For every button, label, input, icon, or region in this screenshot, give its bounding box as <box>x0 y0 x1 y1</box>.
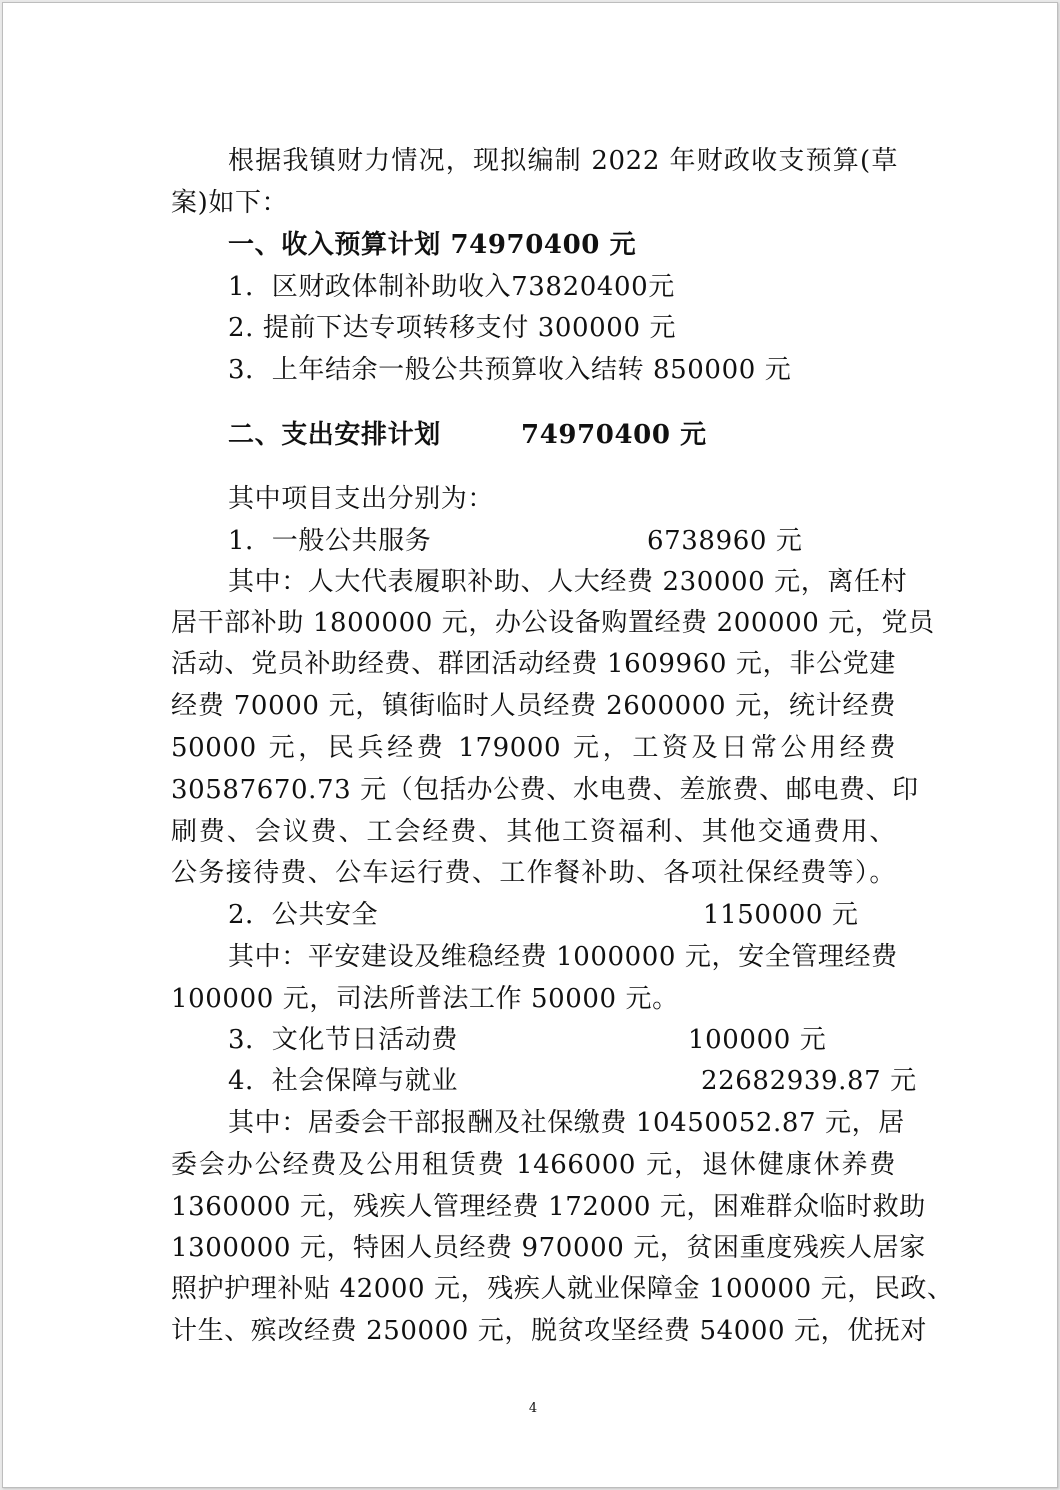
item1-label: 1．一般公共服务 <box>228 526 432 556</box>
item1-detail-7: 刷费、会议费、工会经费、其他工资福利、其他交通费用、 <box>171 817 896 847</box>
item4-amount: 22682939.87 元 <box>701 1066 917 1096</box>
item2-detail-2: 100000 元，司法所普法工作 50000 元。 <box>171 984 679 1014</box>
item4-detail-6: 计生、殡改经费 250000 元，脱贫攻坚经费 54000 元，优抚对 <box>171 1316 928 1346</box>
item1-detail-4: 经费 70000 元，镇街临时人员经费 2600000 元，统计经费 <box>171 691 896 721</box>
item3-amount: 100000 元 <box>688 1025 827 1055</box>
expense-intro: 其中项目支出分别为： <box>228 484 495 514</box>
item4-detail-4: 1300000 元，特困人员经费 970000 元，贫困重度残疾人居家 <box>171 1233 926 1263</box>
item2-label: 2．公共安全 <box>228 900 379 930</box>
item1-detail-5: 50000 元，民兵经费 179000 元，工资及日常公用经费 <box>171 733 896 763</box>
item4-label: 4．社会保障与就业 <box>228 1066 458 1096</box>
page-number: 4 <box>528 1401 538 1416</box>
item1-detail-2: 居干部补助 1800000 元，办公设备购置经费 200000 元，党员 <box>171 608 935 638</box>
item1-detail-8: 公务接待费、公车运行费、工作餐补助、各项社保经费等）。 <box>171 858 896 888</box>
income-heading: 一、收入预算计划 74970400 元 <box>228 230 637 260</box>
intro-line-1: 根据我镇财力情况，现拟编制 2022 年财政收支预算(草 <box>228 146 898 176</box>
expense-heading-amount: 74970400 元 <box>521 420 707 450</box>
item1-amount: 6738960 元 <box>647 526 803 556</box>
item2-detail-1: 其中：平安建设及维稳经费 1000000 元，安全管理经费 <box>228 942 898 972</box>
document-page <box>2 2 1058 1488</box>
item1-detail-6: 30587670.73 元（包括办公费、水电费、差旅费、邮电费、印 <box>171 775 919 805</box>
intro-line-2: 案)如下： <box>171 188 289 218</box>
item4-detail-2: 委会办公经费及公用租赁费 1466000 元，退休健康休养费 <box>171 1150 896 1180</box>
expense-heading-label: 二、支出安排计划 <box>228 420 441 450</box>
item2-amount: 1150000 元 <box>703 900 859 930</box>
item3-label: 3．文化节日活动费 <box>228 1025 458 1055</box>
item1-detail-3: 活动、党员补助经费、群团活动经费 1609960 元，非公党建 <box>171 649 896 679</box>
income-item-3: 3．上年结余一般公共预算收入结转 850000 元 <box>228 355 792 385</box>
item4-detail-3: 1360000 元，残疾人管理经费 172000 元，困难群众临时救助 <box>171 1192 926 1222</box>
income-item-1: 1．区财政体制补助收入73820400元 <box>228 272 675 302</box>
item1-detail-1: 其中：人大代表履职补助、人大经费 230000 元，离任村 <box>228 567 908 597</box>
item4-detail-1: 其中：居委会干部报酬及社保缴费 10450052.87 元，居 <box>228 1108 905 1138</box>
income-item-2: 2. 提前下达专项转移支付 300000 元 <box>228 313 677 343</box>
item4-detail-5: 照护护理补贴 42000 元，残疾人就业保障金 100000 元，民政、 <box>171 1274 954 1304</box>
